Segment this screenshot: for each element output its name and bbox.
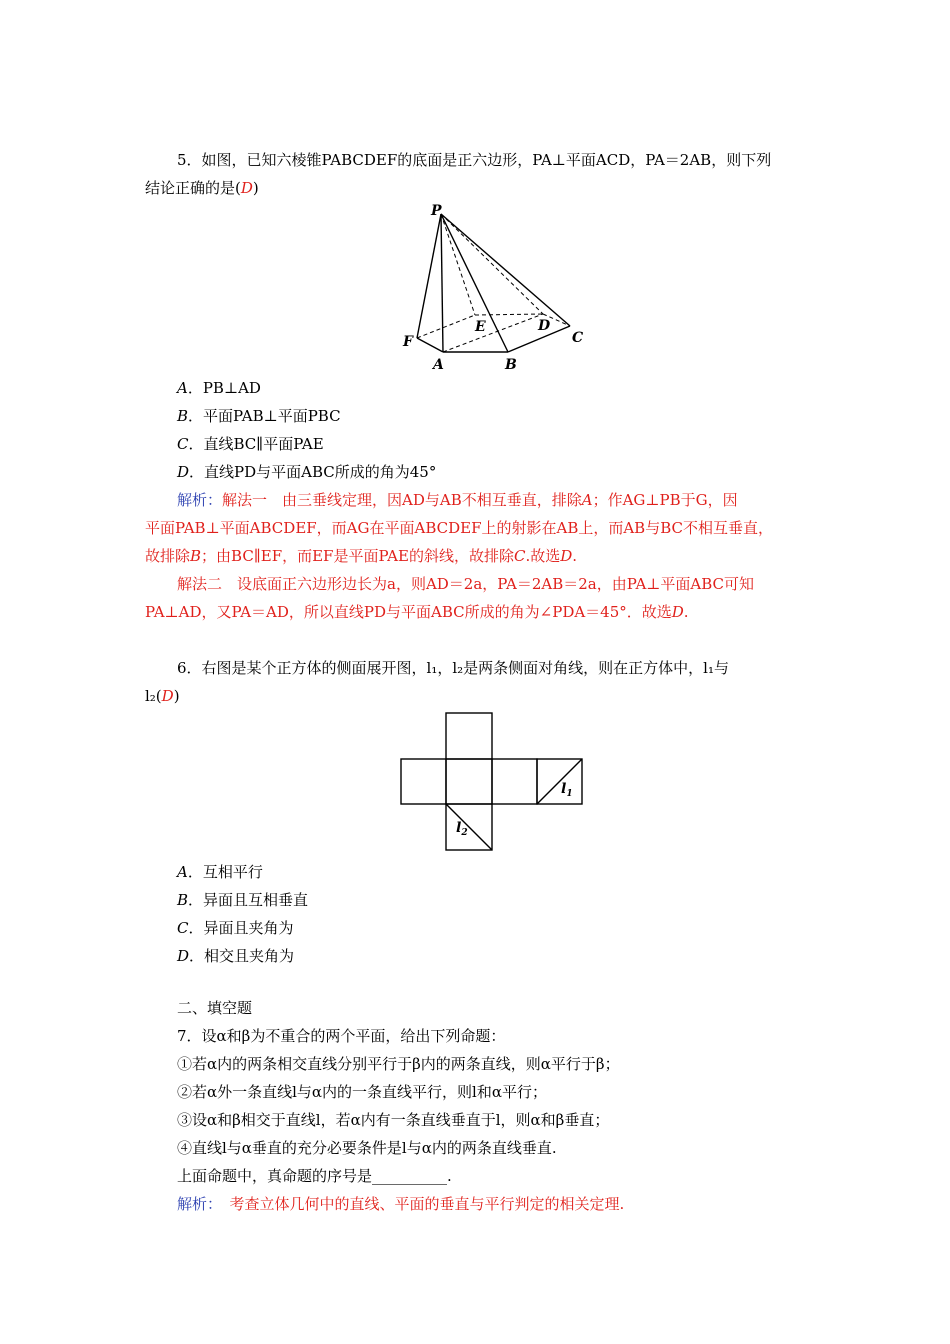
q5-stem-line1: 5．如图，已知六棱锥PABCDEF的底面是正六边形，PA⊥平面ACD，PA＝2AB，则下列 [177, 151, 772, 169]
q5-option-a [177, 378, 847, 398]
q5-analysis-line3 [145, 546, 815, 566]
label-l1 [561, 781, 573, 799]
option-text: ．异面且夹角为 [188, 919, 294, 937]
analysis-text: . [683, 603, 689, 621]
analysis-letter: D [560, 547, 573, 565]
label-A: A [433, 357, 444, 373]
q5-option-c [177, 434, 847, 454]
option-letter: D [177, 463, 190, 481]
option-letter: B [177, 891, 189, 909]
label-B: B [505, 357, 517, 373]
section-heading: 二、填空题 [177, 999, 253, 1017]
q5-analysis-line2: 平面PAB⊥平面ABCDEF，而AG在平面ABCDEF上的射影在AB上，而AB与BC不相互垂直， [145, 519, 773, 537]
q7-proposition-4: ④直线l与α垂直的充分必要条件是l与α内的两条直线垂直. [177, 1139, 557, 1157]
pyramid-figure [395, 200, 595, 375]
option-letter: B [177, 407, 189, 425]
option-letter: C [177, 435, 189, 453]
q6-option-a [177, 862, 847, 882]
label-C: C [572, 330, 584, 346]
analysis-text: ；由BC∥EF，而EF是平面PAE的斜线，故排除 [201, 547, 514, 565]
label-l2 [456, 820, 468, 838]
q6-option-d [177, 946, 847, 966]
option-text: ．平面PAB⊥平面PBC [188, 407, 341, 425]
q7-stem: 7．设α和β为不重合的两个平面，给出下列命题： [177, 1027, 506, 1045]
q6-answer: D [161, 687, 174, 705]
analysis-letter: A [581, 491, 593, 509]
option-letter: C [177, 919, 189, 937]
q6-stem-line1: 6．右图是某个正方体的侧面展开图，l₁，l₂是两条侧面对角线，则在正方体中，l₁与 [177, 659, 729, 677]
q7-analysis [177, 1194, 847, 1214]
q6-stem-line2 [145, 686, 815, 706]
label-l1-letter: l [561, 781, 567, 797]
q7-question: 上面命题中，真命题的序号是__________. [177, 1167, 452, 1185]
option-text: ．PB⊥AD [187, 379, 261, 397]
label-l2-subscript: 2 [461, 828, 468, 838]
q5-answer: D [240, 179, 253, 197]
q6-stem-text: l₂( [145, 687, 162, 705]
label-l1-subscript: 1 [566, 789, 573, 799]
q7-proposition-3: ③设α和β相交于直线l，若α内有一条直线垂直于l，则α和β垂直； [177, 1111, 610, 1129]
label-l2-letter: l [456, 820, 462, 836]
option-text: ．互相平行 [187, 863, 263, 881]
q6-option-c [177, 918, 847, 938]
q5-stem-line2 [145, 178, 815, 198]
option-letter: A [177, 379, 188, 397]
q6-stem-close: ) [173, 687, 180, 705]
analysis-letter: D [671, 603, 684, 621]
analysis-label: 解析： [177, 1195, 215, 1213]
label-P: P [431, 203, 442, 219]
q5-analysis-line4: 解法二 设底面正六边形边长为a，则AD＝2a，PA＝2AB＝2a，由PA⊥平面ABC可知 [177, 575, 754, 593]
cube-net-figure [398, 710, 588, 855]
analysis-text: 考查立体几何中的直线、平面的垂直与平行判定的相关定理. [214, 1195, 625, 1213]
analysis-text: PA⊥AD，又PA＝AD，所以直线PD与平面ABC所成的角为∠PDA＝45°．故选 [145, 603, 672, 621]
option-letter: A [177, 863, 188, 881]
option-text: ．直线PD与平面ABC所成的角为45° [189, 463, 437, 481]
analysis-letter: B [190, 547, 202, 565]
q5-analysis-line5 [145, 602, 815, 622]
q5-stem-close: ) [252, 179, 259, 197]
option-text: ．直线BC∥平面PAE [188, 435, 324, 453]
q5-option-d [177, 462, 847, 482]
q7-proposition-2: ②若α外一条直线l与α内的一条直线平行，则l和α平行； [177, 1083, 547, 1101]
q5-stem-text: 结论正确的是( [145, 179, 241, 197]
label-E: E [475, 319, 486, 335]
analysis-text: 解法一 由三垂线定理，因AD与AB不相互垂直，排除 [222, 491, 582, 509]
q6-option-b [177, 890, 847, 910]
analysis-text: ；作AG⊥PB于G，因 [592, 491, 738, 509]
option-letter: D [177, 947, 190, 965]
analysis-text: . [572, 547, 578, 565]
analysis-letter: C [513, 547, 526, 565]
option-text: ．相交且夹角为 [189, 947, 295, 965]
analysis-label: 解析： [177, 491, 223, 509]
q5-option-b [177, 406, 847, 426]
analysis-text: .故选 [525, 547, 561, 565]
label-F: F [403, 334, 413, 350]
option-text: ．异面且互相垂直 [188, 891, 309, 909]
q7-proposition-1: ①若α内的两条相交直线分别平行于β内的两条直线，则α平行于β； [177, 1055, 620, 1073]
label-D: D [538, 318, 551, 334]
q5-analysis-line1 [177, 490, 847, 510]
analysis-text: 故排除 [145, 547, 191, 565]
